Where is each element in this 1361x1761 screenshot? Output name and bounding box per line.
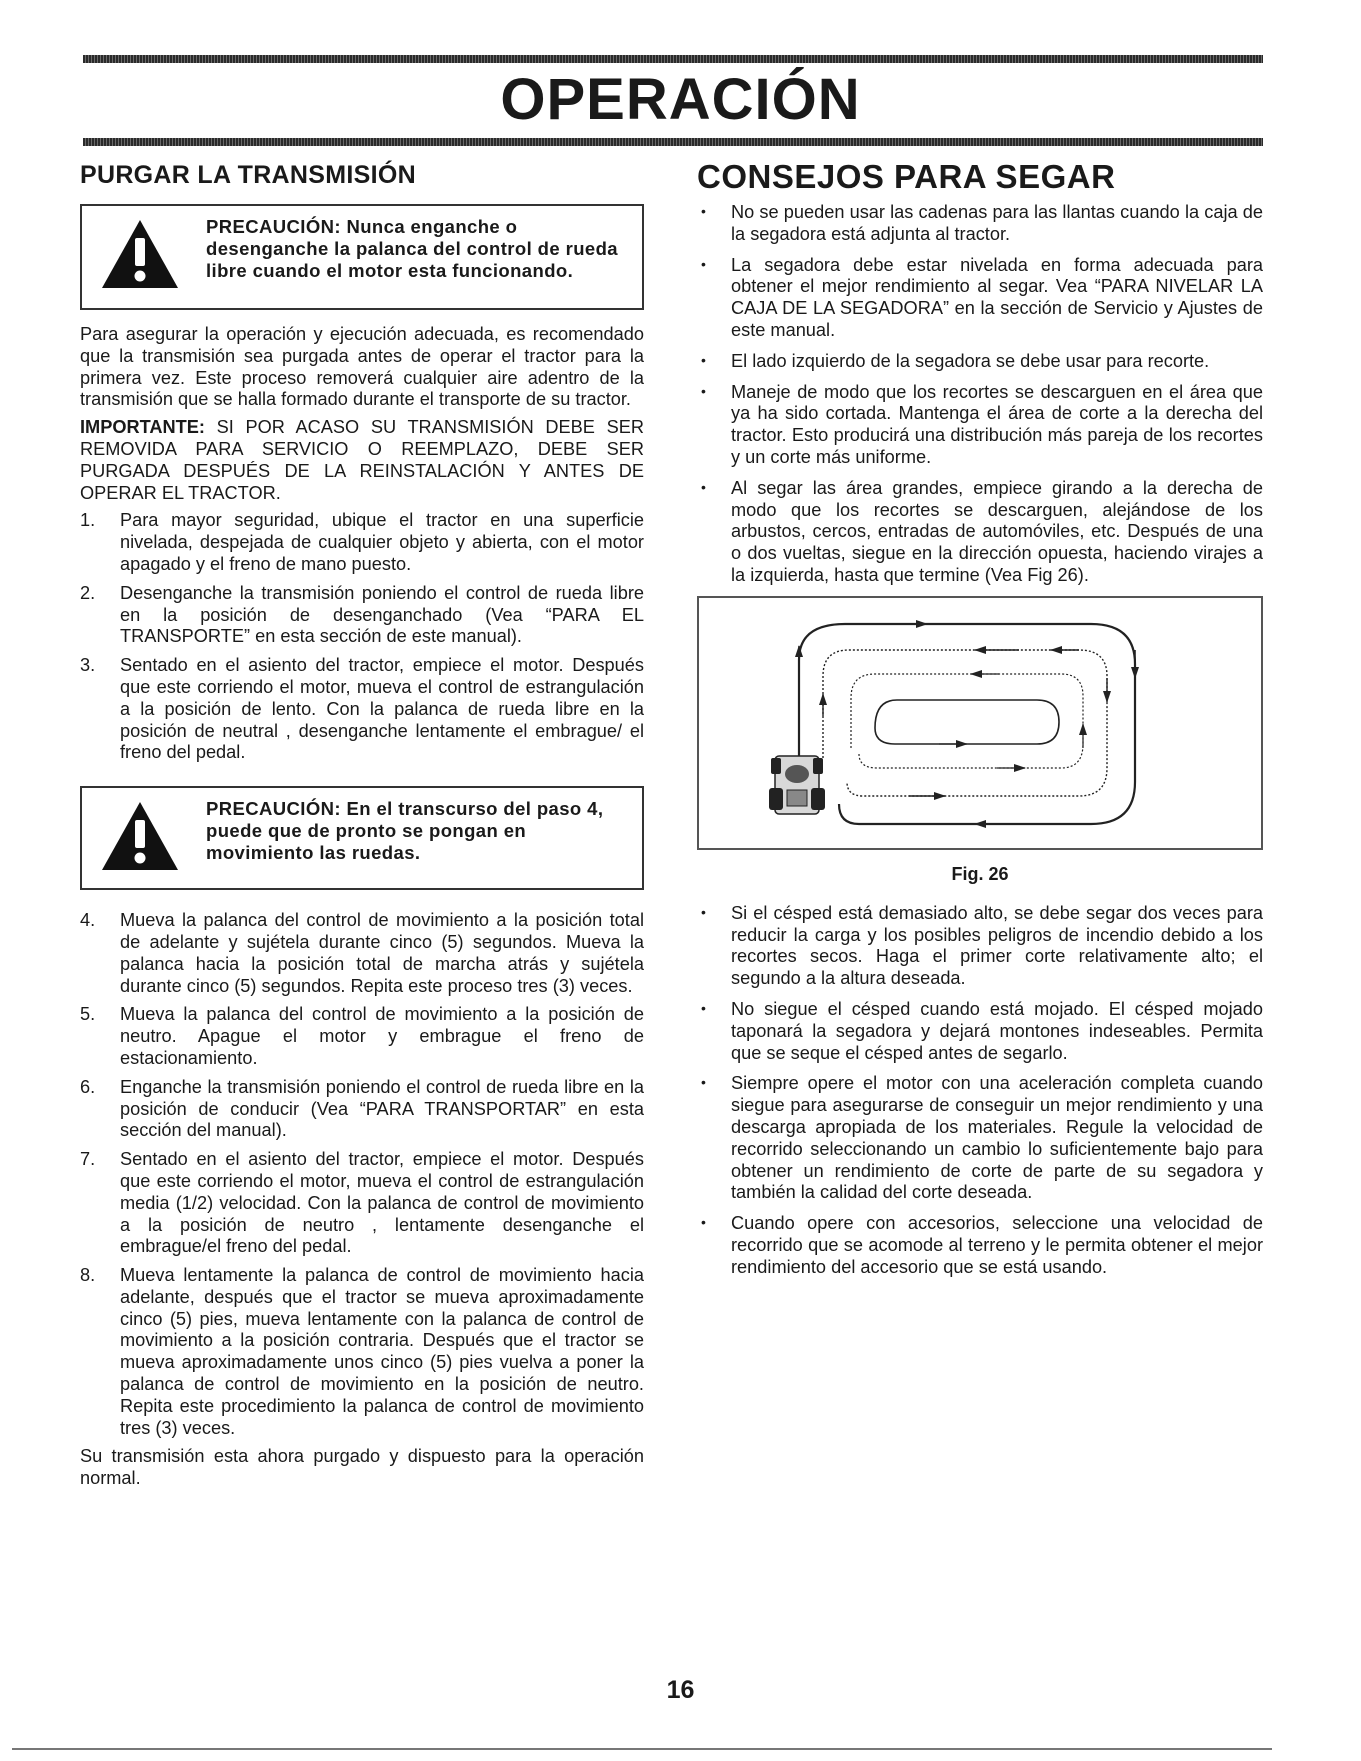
bullet-glyph: •	[701, 351, 706, 368]
step-text: Para mayor seguridad, ubique el tractor en una superficie nivelada, despejada de cualquier objeto y abierta, con el motor apagado y el freno de mano puesto.	[120, 510, 644, 574]
tips-list-a	[697, 202, 1263, 587]
mowing-pattern-diagram	[699, 598, 1261, 848]
tip-text: No se pueden usar las cadenas para las llantas cuando la caja de la segadora está adjunta al tractor.	[731, 202, 1263, 244]
steps-list-a	[80, 510, 644, 764]
tip-text: Cuando opere con accesorios, seleccione una velocidad de recorrido que se acomode al terreno y le permita obtener el mejor rendimiento del accesorio que se está usando.	[731, 1213, 1263, 1277]
important-label: IMPORTANTE:	[80, 417, 205, 438]
step-item	[80, 1265, 644, 1439]
step-text: Enganche la transmisión poniendo el control de rueda libre en la posición de conducir (Vea “PARA TRANSPORTAR” en esta sección del manual).	[120, 1076, 644, 1141]
step-item	[80, 1149, 644, 1258]
step-number: 5.	[80, 1004, 96, 1025]
tip-text: Maneje de modo que los recortes se descarguen en el área que ya ha sido cortada. Mantenga el área de corte a la derecha del tractor. Esto producirá una distribución más pareja de los recortes y un corte más uniforme.	[731, 381, 1263, 467]
step-number: 4.	[80, 910, 96, 931]
tip-item	[697, 382, 1263, 469]
bullet-glyph: •	[701, 203, 706, 219]
step-item	[80, 1004, 644, 1069]
step-item	[80, 510, 644, 575]
header-rule-bottom	[83, 138, 1263, 146]
bullet-glyph: •	[701, 1074, 706, 1091]
tip-item	[697, 202, 1263, 246]
step-number: 1.	[80, 510, 96, 531]
right-column	[697, 158, 1263, 1288]
page-number: 16	[666, 1676, 695, 1704]
tip-item	[697, 478, 1263, 587]
bullet-glyph: •	[701, 1214, 706, 1231]
tip-text: Si el césped está demasiado alto, se debe segar dos veces para reducir la carga y los posibles peligros de incendio debido a los recortes secos. Haga el primer corte relativamente alto; el segundo a la altura deseada.	[731, 902, 1263, 989]
important-note	[80, 417, 644, 504]
tip-text: Al segar las área grandes, empiece girando a la derecha de modo que los recortes se descarguen, alejándose de los arbustos, cercos, entradas de automóviles, etc. Después de una o dos vueltas, siegue en la dirección opuesta, haciendo virajes a la izquierda, hasta que termine (Vea Fig 26).	[731, 477, 1263, 585]
footer-rule	[12, 1748, 1272, 1750]
section-heading-consejos: CONSEJOS PARA SEGAR	[697, 158, 1116, 195]
left-column	[80, 158, 644, 1496]
step-number: 8.	[80, 1265, 96, 1286]
step-text: Mueva lentamente la palanca de control de movimiento hacia adelante, después que el tractor se mueva aproximadamente cinco (5) pies, mueva lentamente con la palanca de control de movimiento a la posición contraria. Después que el tractor se mueva aproximadamente unos cinco (5) pies vuelva a poner la palanca de control de movimiento en la posición de neutro. Repita este procedimiento la palanca de control de movimiento tres (3) veces.	[120, 1265, 644, 1438]
tip-text: No siegue el césped cuando está mojado. El césped mojado taponará la segadora y dejará montones indeseables. Permita que se seque el césped antes de segarlo.	[731, 998, 1263, 1063]
tip-text: El lado izquierdo de la segadora se debe usar para recorte.	[731, 350, 1210, 371]
tip-item	[697, 1213, 1263, 1278]
step-item	[80, 655, 644, 764]
figure-caption: Fig. 26	[951, 863, 1009, 884]
important-text: SI POR ACASO SU TRANSMISIÓN DEBE SER REMOVIDA PARA SERVICIO O REEMPLAZO, DEBE SER PURGADA DESPUÉS DE LA REINSTALACIÓN Y ANTES DE OPERAR EL TRACTOR.	[80, 417, 644, 503]
step-number: 6.	[80, 1076, 96, 1097]
bullet-glyph: •	[701, 382, 706, 399]
step-text: Sentado en el asiento del tractor, empiece el motor. Después que este corriendo el motor, mueva el control de estrangulación media (1/2) velocidad. Con la palanca de control de movimiento a la posición de neutro , lentamente desenganche el embrague/el freno del pedal.	[120, 1149, 644, 1257]
step-text: Sentado en el asiento del tractor, empiece el motor. Después que este corriendo el motor, mueva el control de estrangulación a la posición de lento. Con la palanca de rueda libre en la posición de neutral , desenganche lentamente el embrague/ el freno del pedal.	[120, 655, 644, 763]
bullet-glyph: •	[701, 478, 706, 495]
step-number: 7.	[80, 1149, 96, 1170]
tip-item	[697, 999, 1263, 1064]
warning-triangle-icon	[100, 218, 180, 290]
step-text: Mueva la palanca del control de movimiento a la posición total de adelante y sujétela durante cinco (5) segundos. Mueva la palanca hacia la posición total de marcha atrás y sujétela durante cinco (5) segundos. Repita este proceso tres (3) veces.	[120, 910, 644, 996]
step-number: 2.	[80, 582, 96, 603]
step-item	[80, 910, 644, 997]
header-rule-top	[83, 55, 1263, 63]
tip-text: La segadora debe estar nivelada en forma adecuada para obtener el mejor rendimiento al segar. Vea “PARA NIVELAR LA CAJA DE LA SEGADORA” en la sección de Servicio y Ajustes de este manual.	[731, 254, 1263, 340]
tip-text: Siempre opere el motor con una aceleración completa cuando siegue para asegurarse de conseguir un mejor rendimiento y una descarga apropiada de los materiales. Regule la velocidad de recorrido seleccionando un cambio lo suficientemente bajo para obtener un rendimiento de corte de parte de su segadora y también la calidad del corte deseada.	[731, 1073, 1263, 1203]
caution-box	[80, 204, 644, 310]
step-item	[80, 1077, 644, 1142]
intro-paragraph: Para asegurar la operación y ejecución adecuada, es recomendado que la transmisión sea purgada antes de operar el tractor para la primera vez. Este proceso removerá cualquier aire adentro de la transmisión que se halla formado durante el transporte de su tractor.	[80, 324, 644, 410]
warning-triangle-icon	[100, 800, 180, 872]
tip-item	[697, 903, 1263, 990]
page-title: OPERACIÓN	[500, 67, 861, 132]
step-item	[80, 583, 644, 648]
bullet-glyph: •	[701, 903, 706, 920]
step-number: 3.	[80, 655, 96, 676]
caution-text: PRECAUCIÓN: En el transcurso del paso 4, puede que de pronto se pongan en movimiento las ruedas.	[206, 798, 604, 863]
steps-list-b	[80, 910, 644, 1439]
caution-text: PRECAUCIÓN: Nunca enganche o desenganche la palanca del control de rueda libre cuando el motor esta funcionando.	[206, 216, 618, 281]
tip-item	[697, 255, 1263, 342]
tip-item	[697, 1073, 1263, 1204]
tips-list-b	[697, 903, 1263, 1279]
caution-box	[80, 786, 644, 890]
closing-paragraph: Su transmisión esta ahora purgado y dispuesto para la operación normal.	[80, 1446, 644, 1489]
mowing-pattern-figure	[697, 596, 1263, 850]
step-text: Mueva la palanca del control de movimiento a la posición de neutro. Apague el motor y embrague el freno de estacionamiento.	[120, 1004, 644, 1068]
section-heading-purgar: PURGAR LA TRANSMISIÓN	[80, 161, 416, 189]
tractor-icon	[769, 756, 825, 814]
tip-item	[697, 351, 1263, 373]
bullet-glyph: •	[701, 255, 706, 272]
step-text: Desenganche la transmisión poniendo el control de rueda libre en la posición de desenganchado (Vea “PARA EL TRANSPORTE” en esta sección de este manual).	[120, 582, 644, 647]
bullet-glyph: •	[701, 999, 706, 1016]
